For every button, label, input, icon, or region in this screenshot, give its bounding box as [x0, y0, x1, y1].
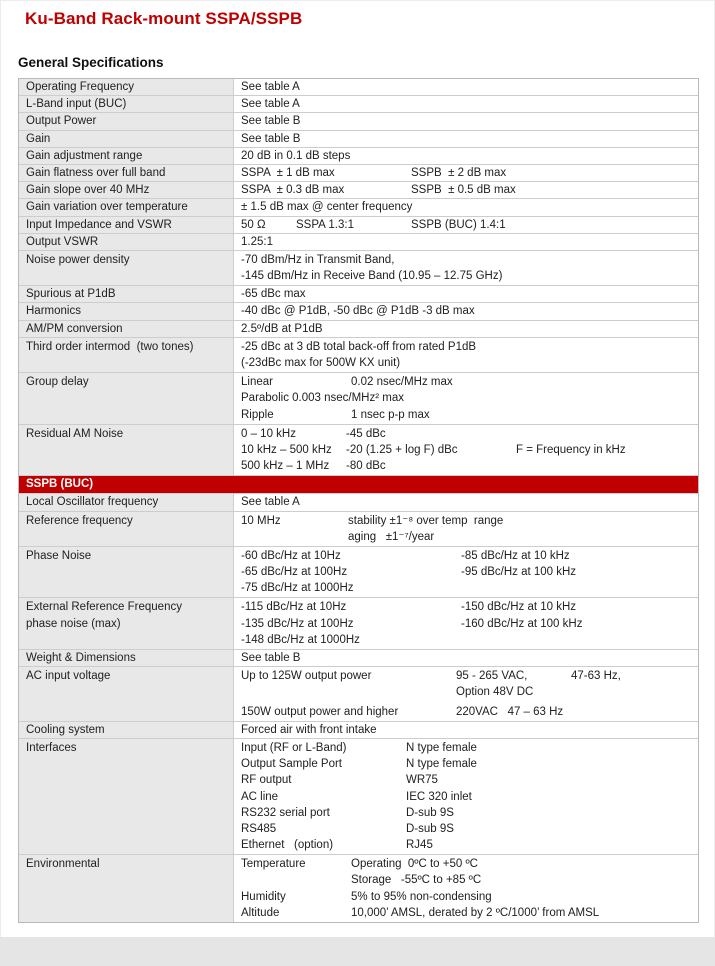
spec-value: [234, 512, 698, 546]
spec-text: Up to 125W output power: [241, 670, 372, 683]
spec-label-text: Gain variation over temperature: [26, 201, 188, 214]
spec-label: [19, 303, 234, 319]
spec-text: Humidity: [241, 890, 286, 903]
spec-label: [19, 547, 234, 598]
spec-text: -115 dBc/Hz at 10Hz: [241, 601, 347, 614]
spec-label: [19, 251, 234, 285]
spec-text: Ethernet (option): [241, 839, 334, 852]
spec-value: [234, 303, 698, 319]
spec-label-text: Group delay: [26, 376, 89, 389]
spec-text: Storage -55ºC to +85 ºC: [351, 874, 482, 887]
spec-text: 150W output power and higher: [241, 705, 399, 718]
spec-text: -65 dBc max: [241, 288, 306, 301]
spec-text: 1.25:1: [241, 235, 273, 248]
spec-label: [19, 650, 234, 666]
spec-text: IEC 320 inlet: [406, 790, 472, 803]
spec-label-text: Weight & Dimensions: [26, 652, 136, 664]
spec-label: [19, 217, 234, 233]
spec-label: [19, 199, 234, 215]
spec-label-text: Gain: [26, 132, 51, 145]
spec-row: [19, 855, 698, 922]
spec-text: 47-63 Hz,: [571, 670, 621, 683]
spec-text: -145 dBm/Hz in Receive Band (10.95 – 12.75 GHz): [241, 270, 503, 283]
spec-text: (-23dBc max for 500W KX unit): [241, 357, 401, 369]
spec-text: Option 48V DC: [456, 686, 534, 699]
spec-text: SSPB ± 2 dB max: [411, 166, 507, 179]
spec-row: [19, 667, 698, 722]
spec-text: SSPA 1.3:1: [296, 218, 354, 231]
spec-row: [19, 148, 698, 165]
spec-text: 10 kHz – 500 kHz: [241, 443, 332, 456]
spec-value: [234, 251, 698, 285]
spec-label-text: Spurious at P1dB: [26, 288, 116, 301]
spec-text: -95 dBc/Hz at 100 kHz: [461, 566, 577, 579]
spec-label-text: Environmental: [26, 858, 100, 871]
spec-label-text: Input Impedance and VSWR: [26, 218, 172, 231]
spec-label: [19, 494, 234, 510]
spec-label-text: Interfaces: [26, 741, 77, 754]
spec-row: [19, 739, 698, 855]
spec-text: RF output: [241, 774, 292, 787]
spec-label: [19, 96, 234, 112]
spec-label: [19, 722, 234, 738]
spec-text: -70 dBm/Hz in Transmit Band,: [241, 253, 395, 266]
spec-value: [234, 217, 698, 233]
spec-row: [19, 650, 698, 667]
spec-text: RS485: [241, 822, 277, 835]
spec-text: RS232 serial port: [241, 806, 330, 819]
spec-row: [19, 303, 698, 320]
spec-text: Temperature: [241, 858, 306, 871]
spec-text: See table A: [241, 98, 300, 111]
spec-text: AC line: [241, 790, 279, 803]
spec-label: [19, 113, 234, 129]
spec-value: [234, 165, 698, 181]
spec-text: Operating 0ºC to +50 ºC: [351, 858, 478, 871]
spec-value: [234, 425, 698, 476]
spec-label-text: L-Band input (BUC): [26, 98, 127, 111]
spec-text: See table A: [241, 81, 300, 93]
spec-row: [19, 234, 698, 251]
spec-label-text: Output VSWR: [26, 235, 99, 248]
spec-label-text: Phase Noise: [26, 549, 92, 562]
spec-text: 20 dB in 0.1 dB steps: [241, 149, 351, 162]
spec-text: 220VAC 47 – 63 Hz: [456, 705, 564, 718]
spec-row: [19, 286, 698, 303]
spec-text: Parabolic 0.003 nsec/MHz² max: [241, 392, 404, 405]
spec-label: [19, 373, 234, 424]
spec-label-text: Gain flatness over full band: [26, 166, 166, 179]
spec-text: -148 dBc/Hz at 1000Hz: [241, 633, 360, 646]
spec-text: -135 dBc/Hz at 100Hz: [241, 617, 354, 630]
spec-label: [19, 425, 234, 476]
spec-text: Linear: [241, 376, 273, 389]
spec-label-text: Operating Frequency: [26, 81, 135, 93]
spec-label: [19, 667, 234, 721]
spec-label: [19, 148, 234, 164]
spec-text: -60 dBc/Hz at 10Hz: [241, 549, 341, 562]
spec-row: [19, 96, 698, 113]
spec-text: Ripple: [241, 408, 274, 421]
spec-text: WR75: [406, 774, 438, 787]
spec-value: [234, 855, 698, 922]
section-heading: General Specifications: [18, 55, 164, 70]
spec-label-text: Output Power: [26, 115, 97, 128]
spec-text: 5% to 95% non-condensing: [351, 890, 492, 903]
spec-text: SSPB (BUC) 1.4:1: [411, 218, 506, 231]
spec-table: [18, 78, 699, 923]
spec-value: [234, 547, 698, 598]
page-title: Ku-Band Rack-mount SSPA/SSPB: [25, 9, 303, 28]
spec-text: Altitude: [241, 906, 280, 919]
spec-label: [19, 338, 234, 372]
spec-text: 10,000’ AMSL, derated by 2 ºC/1000’ from AMSL: [351, 906, 600, 919]
spec-row: [19, 547, 698, 599]
spec-value: [234, 321, 698, 337]
spec-text: -40 dBc @ P1dB, -50 dBc @ P1dB -3 dB max: [241, 305, 475, 318]
spec-text: SSPA ± 0.3 dB max: [241, 184, 345, 197]
spec-text: See table A: [241, 496, 300, 509]
spec-value: [234, 667, 698, 721]
spec-label-text: AC input voltage: [26, 670, 111, 683]
spec-label-text: External Reference Frequency: [26, 601, 182, 614]
spec-text: -160 dBc/Hz at 100 kHz: [461, 617, 583, 630]
spec-label-text: Local Oscillator frequency: [26, 496, 159, 509]
spec-value: [234, 373, 698, 424]
spec-label: [19, 79, 234, 95]
spec-row: [19, 722, 698, 739]
spec-label-text: phase noise (max): [26, 617, 121, 630]
spec-value: [234, 113, 698, 129]
spec-text: See table B: [241, 115, 301, 128]
spec-text: -45 dBc: [346, 427, 386, 440]
spec-text: 0 – 10 kHz: [241, 427, 296, 440]
spec-label: [19, 165, 234, 181]
spec-value: [234, 722, 698, 738]
spec-row: [19, 182, 698, 199]
spec-text: -85 dBc/Hz at 10 kHz: [461, 549, 570, 562]
spec-label: [19, 286, 234, 302]
spec-row: [19, 165, 698, 182]
spec-text: aging ±1⁻⁷/year: [348, 530, 435, 543]
spec-label: [19, 131, 234, 147]
spec-label-text: Cooling system: [26, 723, 105, 736]
spec-text: D-sub 9S: [406, 822, 454, 835]
spec-text: -65 dBc/Hz at 100Hz: [241, 566, 348, 579]
spec-row: [19, 79, 698, 96]
spec-text: 10 MHz: [241, 514, 281, 527]
spec-text: -25 dBc at 3 dB total back-off from rated P1dB: [241, 340, 477, 353]
spec-text: -20 (1.25 + log F) dBc: [346, 443, 458, 456]
spec-text: Output Sample Port: [241, 758, 342, 771]
spec-label: [19, 321, 234, 337]
spec-value: [234, 338, 698, 372]
spec-text: 0.02 nsec/MHz max: [351, 376, 453, 389]
spec-text: -75 dBc/Hz at 1000Hz: [241, 582, 354, 595]
spec-value: [234, 182, 698, 198]
spec-text: See table B: [241, 652, 301, 664]
spec-value: [234, 650, 698, 666]
spec-text: ± 1.5 dB max @ center frequency: [241, 201, 413, 214]
spec-value: [234, 739, 698, 854]
spec-label-text: Gain slope over 40 MHz: [26, 184, 150, 197]
spec-text: Input (RF or L-Band): [241, 741, 347, 754]
spec-text: SSPA ± 1 dB max: [241, 166, 335, 179]
spec-row: [19, 373, 698, 425]
spec-text: Forced air with front intake: [241, 723, 377, 736]
spec-text: See table B: [241, 132, 301, 145]
spec-text: 95 - 265 VAC,: [456, 670, 528, 683]
spec-value: [234, 199, 698, 215]
spec-label: [19, 512, 234, 546]
spec-label-text: Third order intermod (two tones): [26, 340, 194, 353]
spec-text: SSPB ± 0.5 dB max: [411, 184, 516, 197]
section-banner-sspb-buc: SSPB (BUC): [19, 476, 698, 494]
spec-row: [19, 113, 698, 130]
spec-label: [19, 182, 234, 198]
spec-label-text: Residual AM Noise: [26, 427, 124, 440]
spec-value: [234, 148, 698, 164]
spec-text: 1 nsec p-p max: [351, 408, 430, 421]
spec-value: [234, 234, 698, 250]
spec-value: [234, 79, 698, 95]
spec-value: [234, 494, 698, 510]
spec-row: [19, 338, 698, 373]
spec-row: [19, 131, 698, 148]
spec-label-text: Noise power density: [26, 253, 130, 266]
spec-text: stability ±1⁻⁸ over temp range: [348, 514, 504, 527]
spec-text: F = Frequency in kHz: [516, 443, 626, 456]
spec-text: N type female: [406, 741, 477, 754]
spec-value: [234, 286, 698, 302]
spec-label: [19, 739, 234, 854]
page-footer-band: [0, 937, 715, 966]
spec-value: [234, 96, 698, 112]
spec-row: [19, 217, 698, 234]
spec-label-text: Harmonics: [26, 305, 81, 318]
spec-text: -80 dBc: [346, 460, 386, 473]
spec-label-text: AM/PM conversion: [26, 322, 123, 335]
spec-row: [19, 494, 698, 511]
spec-text: D-sub 9S: [406, 806, 454, 819]
spec-text: RJ45: [406, 839, 433, 852]
spec-row: [19, 251, 698, 286]
spec-text: 50 Ω: [241, 218, 266, 231]
spec-label: [19, 234, 234, 250]
spec-row: [19, 321, 698, 338]
spec-label: [19, 598, 234, 649]
spec-text: -150 dBc/Hz at 10 kHz: [461, 601, 577, 614]
spec-text: 500 kHz – 1 MHz: [241, 460, 330, 473]
spec-label: [19, 855, 234, 922]
spec-row: [19, 512, 698, 547]
spec-label-text: Gain adjustment range: [26, 149, 143, 162]
spec-row: [19, 598, 698, 650]
spec-value: [234, 131, 698, 147]
spec-row: [19, 199, 698, 216]
spec-value: [234, 598, 698, 649]
spec-text: 2.5º/dB at P1dB: [241, 322, 323, 335]
spec-text: N type female: [406, 758, 477, 771]
spec-row: [19, 425, 698, 477]
spec-label-text: Reference frequency: [26, 514, 133, 527]
